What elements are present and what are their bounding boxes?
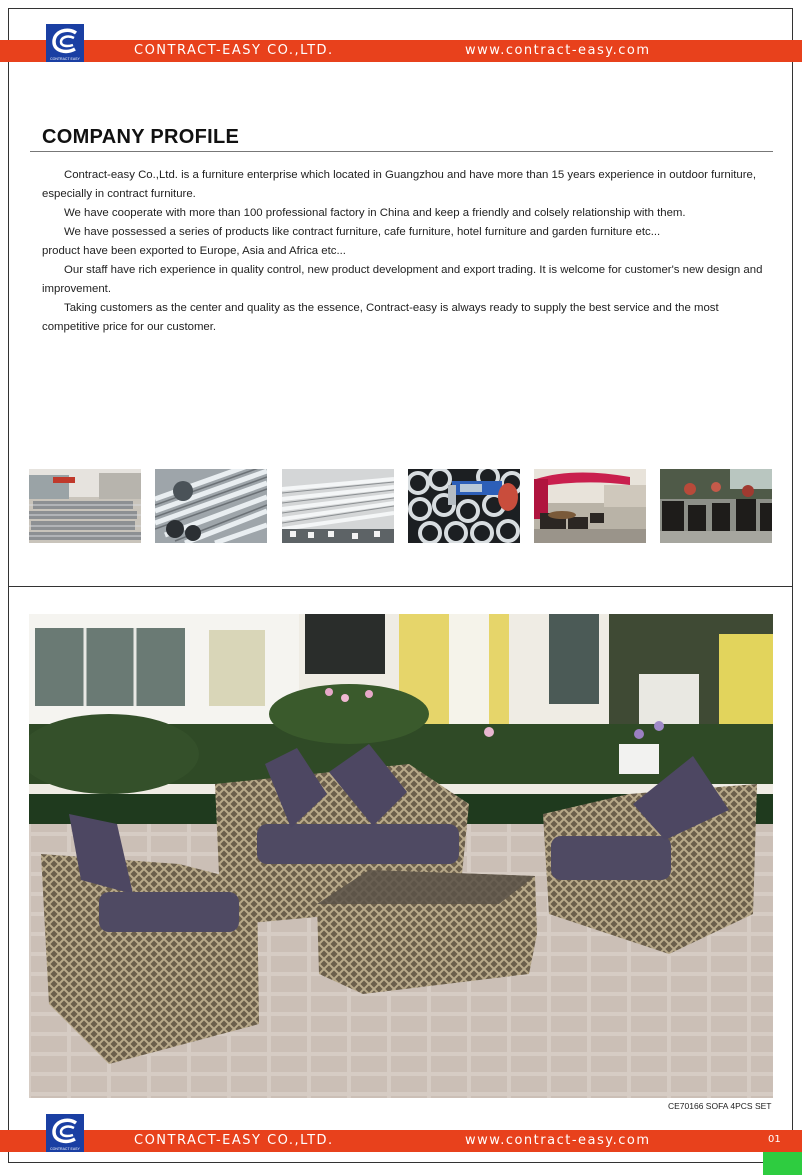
section-divider bbox=[8, 586, 793, 587]
footer-website[interactable]: www.contract-easy.com bbox=[465, 1133, 651, 1148]
footer-company-name: CONTRACT-EASY CO.,LTD. bbox=[134, 1133, 334, 1148]
footer-band bbox=[0, 1130, 802, 1152]
restaurant-terrace-photo bbox=[660, 469, 772, 543]
title-underline bbox=[30, 151, 773, 152]
thumbnail-strip bbox=[0, 469, 802, 543]
corner-marker bbox=[763, 1152, 802, 1175]
profile-paragraph: Contract-easy Co.,Ltd. is a furniture enterprise which located in Guangzhou and have more than 15 years experience in outdoor furniture, especially in contract furniture. bbox=[42, 169, 757, 200]
profile-paragraph: We have cooperate with more than 100 professional factory in China and keep a friendly and colsely relationship with them. bbox=[64, 207, 686, 219]
header-company-name: CONTRACT-EASY CO.,LTD. bbox=[134, 43, 334, 58]
header-band bbox=[0, 40, 802, 62]
header-website[interactable]: www.contract-easy.com bbox=[465, 43, 651, 58]
logo-text: CONTRACT EASY bbox=[50, 57, 80, 61]
profile-text bbox=[42, 166, 772, 337]
page-number: 01 bbox=[768, 1134, 781, 1145]
profile-paragraph: Our staff have rich experience in quality control, new product development and export trading. It is welcome for customer's new design and improvement. bbox=[42, 264, 763, 295]
aluminum-profile-stack-photo bbox=[282, 469, 394, 543]
outdoor-cafe-umbrella-photo bbox=[534, 469, 646, 543]
profile-paragraph: product have been exported to Europe, Asia and Africa etc... bbox=[42, 245, 346, 257]
warehouse-photo bbox=[29, 469, 141, 543]
profile-paragraph: We have possessed a series of products like contract furniture, cafe furniture, hotel furniture and garden furniture etc... bbox=[64, 226, 661, 238]
swirl-logo-icon bbox=[46, 24, 84, 62]
logo-text: CONTRACT EASY bbox=[50, 1147, 80, 1151]
rattan-sofa-set-photo bbox=[29, 614, 773, 1098]
aluminum-tube-bundle-photo bbox=[155, 469, 267, 543]
swirl-logo-icon bbox=[46, 1114, 84, 1152]
product-caption: CE70166 SOFA 4PCS SET bbox=[668, 1101, 772, 1111]
profile-paragraph: Taking customers as the center and quality as the essence, Contract-easy is always ready to supply the best service and the most competitive price for our customer. bbox=[42, 302, 719, 333]
page-title: COMPANY PROFILE bbox=[42, 126, 240, 148]
tube-caliper-measurement-photo bbox=[408, 469, 520, 543]
